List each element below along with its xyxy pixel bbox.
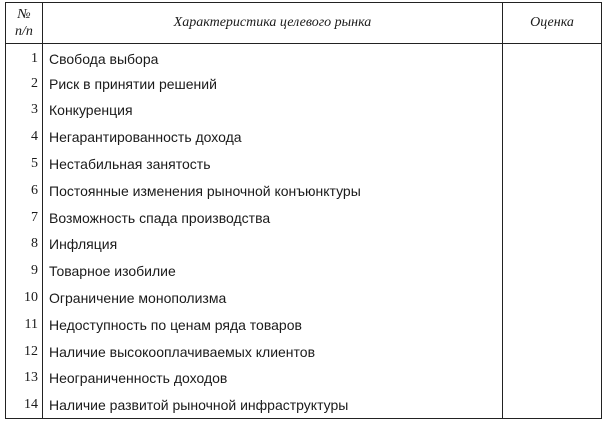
header-characteristic: Характеристика целевого рынка (43, 3, 503, 44)
row-number: 5 (6, 151, 43, 178)
table-row (6, 151, 602, 178)
row-score-cell (503, 365, 602, 392)
row-characteristic: Постоянные изменения рыночной конъюнктуры (43, 177, 503, 204)
header-number (6, 3, 43, 44)
row-number: 1 (6, 44, 43, 71)
table-row (6, 392, 602, 419)
row-number: 7 (6, 204, 43, 231)
header-number-symbol: № (17, 7, 31, 22)
row-characteristic: Ограничение монополизма (43, 285, 503, 312)
row-number: 14 (6, 392, 43, 419)
row-characteristic: Наличие развитой рыночной инфраструктуры (43, 392, 503, 419)
row-score-cell (503, 124, 602, 151)
row-score-cell (503, 44, 602, 71)
row-score-cell (503, 97, 602, 124)
row-number: 9 (6, 258, 43, 285)
row-number: 8 (6, 231, 43, 258)
table-row (6, 70, 602, 97)
table-row (6, 124, 602, 151)
row-characteristic: Товарное изобилие (43, 258, 503, 285)
row-score-cell (503, 231, 602, 258)
row-score-cell (503, 285, 602, 312)
row-score-cell (503, 177, 602, 204)
row-characteristic: Наличие высокооплачиваемых клиентов (43, 338, 503, 365)
table-row (6, 311, 602, 338)
row-score-cell (503, 70, 602, 97)
row-number: 11 (6, 311, 43, 338)
table-row (6, 44, 602, 71)
row-number: 3 (6, 97, 43, 124)
row-characteristic: Риск в принятии решений (43, 70, 503, 97)
header-score: Оценка (503, 3, 602, 44)
row-score-cell (503, 204, 602, 231)
row-score-cell (503, 392, 602, 419)
row-score-cell (503, 258, 602, 285)
row-characteristic: Недоступность по ценам ряда товаров (43, 311, 503, 338)
row-score-cell (503, 151, 602, 178)
row-score-cell (503, 338, 602, 365)
row-characteristic: Неограниченность доходов (43, 365, 503, 392)
row-characteristic: Нестабильная занятость (43, 151, 503, 178)
row-score-cell (503, 311, 602, 338)
table-row (6, 177, 602, 204)
row-number: 2 (6, 70, 43, 97)
row-characteristic: Конкуренция (43, 97, 503, 124)
row-number: 13 (6, 365, 43, 392)
table-row (6, 365, 602, 392)
header-number-abbrev: п/п (15, 24, 33, 39)
table-row (6, 97, 602, 124)
table-row (6, 231, 602, 258)
table-row (6, 285, 602, 312)
header-row (6, 3, 602, 44)
row-number: 4 (6, 124, 43, 151)
row-number: 6 (6, 177, 43, 204)
row-number: 12 (6, 338, 43, 365)
table-row (6, 204, 602, 231)
row-characteristic: Возможность спада производства (43, 204, 503, 231)
table-row (6, 258, 602, 285)
row-characteristic: Инфляция (43, 231, 503, 258)
row-characteristic: Негарантированность дохода (43, 124, 503, 151)
row-characteristic: Свобода выбора (43, 44, 503, 71)
table-body (6, 44, 602, 419)
table-row (6, 338, 602, 365)
row-number: 10 (6, 285, 43, 312)
target-market-table (5, 2, 602, 419)
table-header (6, 3, 602, 44)
